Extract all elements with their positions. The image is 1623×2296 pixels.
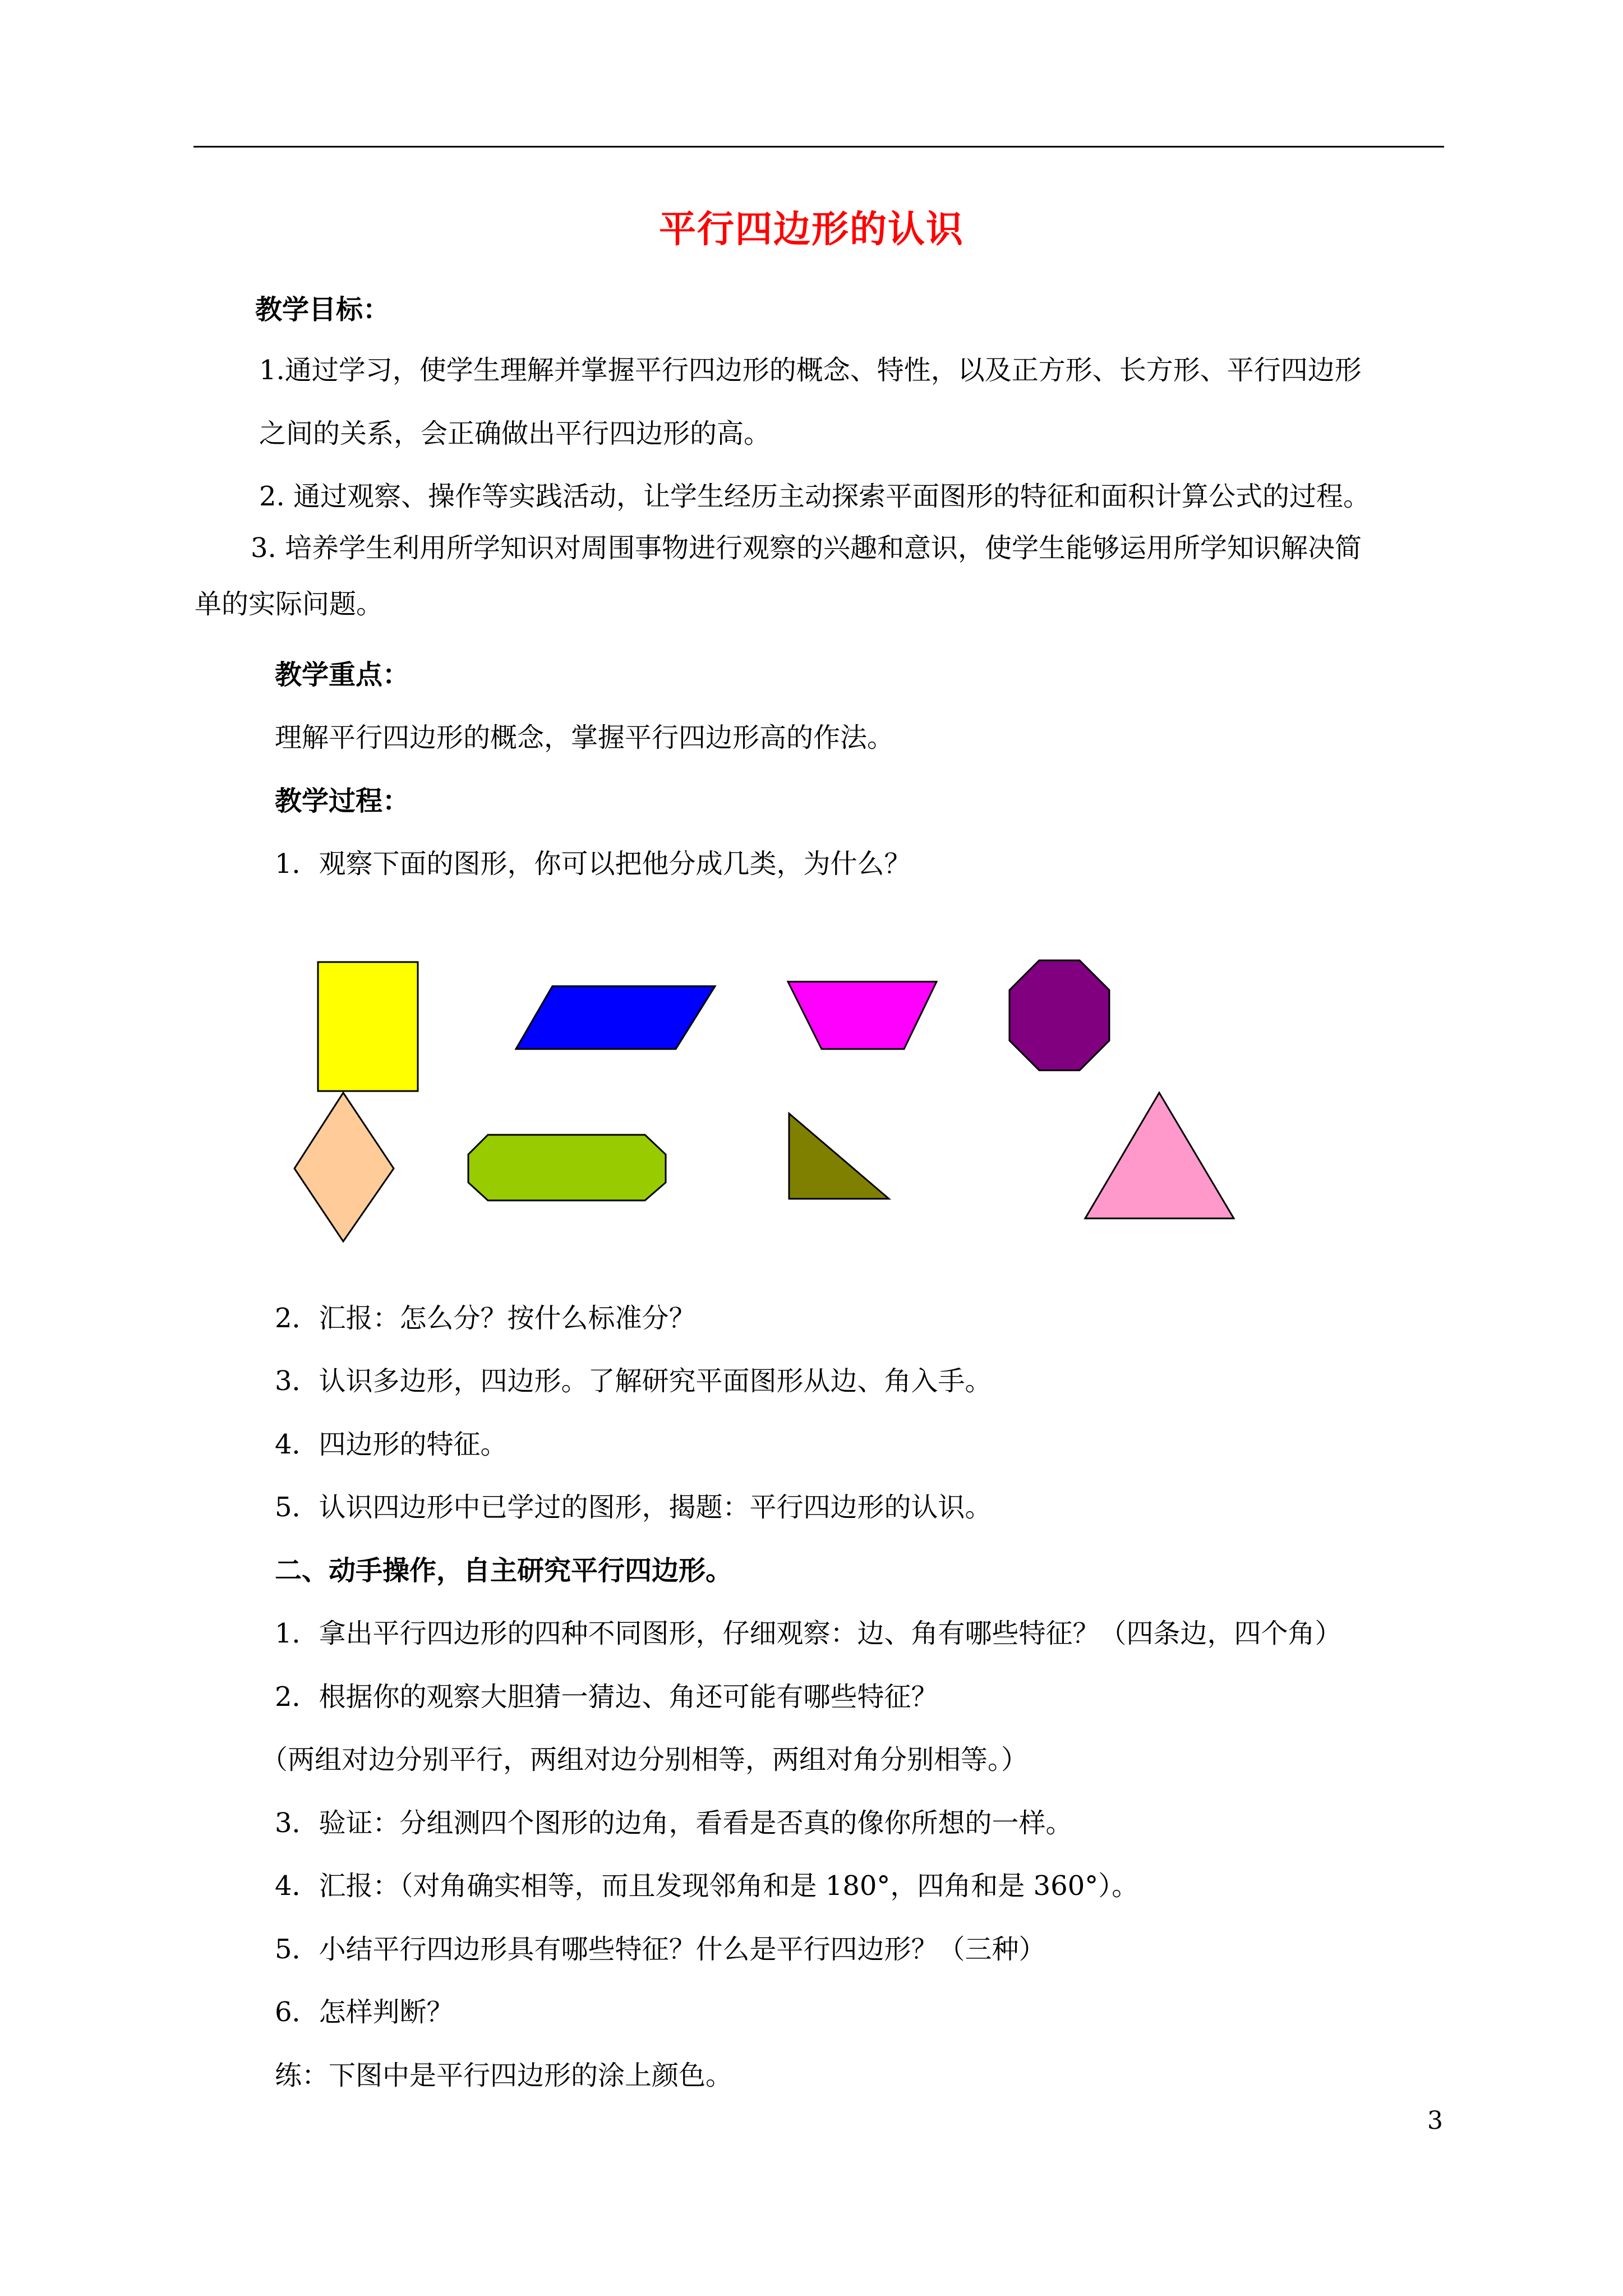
- process-step-1: 1．观察下面的图形，你可以把他分成几类，为什么？: [275, 848, 911, 880]
- page-title: 平行四边形的认识: [659, 207, 964, 251]
- octagon-shape: [1009, 960, 1109, 1070]
- trapezoid-shape: [788, 982, 937, 1049]
- elongated-octagon-shape: [468, 1135, 666, 1200]
- objective-1-line-2: 之间的关系，会正确做出平行四边形的高。: [259, 418, 771, 449]
- section-2-item-6: 6．怎样判断？: [275, 1996, 454, 2028]
- objective-2: 2. 通过观察、操作等实践活动，让学生经历主动探索平面图形的特征和面积计算公式的过程。: [259, 481, 1371, 512]
- process-step-2: 2．汇报：怎么分？按什么标准分？: [275, 1303, 696, 1334]
- section-2-item-3: 3．验证：分组测四个图形的边角，看看是否真的像你所想的一样。: [275, 1807, 1073, 1839]
- rhombus-shape: [294, 1093, 394, 1241]
- key-points-heading: 教学重点：: [275, 659, 410, 691]
- process-heading: 教学过程：: [275, 785, 410, 817]
- section-2-item-1: 1．拿出平行四边形的四种不同图形，仔细观察：边、角有哪些特征？（四条边，四个角）: [275, 1618, 1342, 1649]
- objectives-heading: 教学目标：: [255, 294, 390, 325]
- objective-3-line-1: 3. 培养学生利用所学知识对周围事物进行观察的兴趣和意识，使学生能够运用所学知识解决简: [251, 532, 1362, 564]
- process-step-3: 3．认识多边形，四边形。了解研究平面图形从边、角入手。: [275, 1365, 992, 1397]
- page-number: 3: [1427, 2106, 1443, 2135]
- parallelogram-shape: [516, 986, 715, 1049]
- key-points-text: 理解平行四边形的概念，掌握平行四边形高的作法。: [275, 722, 895, 753]
- process-step-4: 4．四边形的特征。: [275, 1429, 508, 1460]
- triangle-shape: [1085, 1093, 1234, 1218]
- rectangle-shape: [318, 962, 418, 1091]
- section-2-item-2-note: （两组对边分别平行，两组对边分别相等，两组对角分别相等。）: [261, 1744, 1029, 1775]
- practice-text: 练：下图中是平行四边形的涂上颜色。: [275, 2060, 733, 2091]
- process-step-5: 5．认识四边形中已学过的图形，揭题：平行四边形的认识。: [275, 1492, 992, 1523]
- objective-1-line-1: 1.通过学习，使学生理解并掌握平行四边形的概念、特性，以及正方形、长方形、平行四边形: [259, 355, 1362, 386]
- section-2-item-5: 5．小结平行四边形具有哪些特征？什么是平行四边形？（三种）: [275, 1934, 1046, 1965]
- right-triangle-shape: [789, 1114, 889, 1199]
- objective-3-line-2: 单的实际问题。: [195, 588, 384, 620]
- section-2-item-2: 2．根据你的观察大胆猜一猜边、角还可能有哪些特征？: [275, 1681, 938, 1713]
- section-2-item-4: 4．汇报：（对角确实相等，而且发现邻角和是 180°，四角和是 360°）。: [275, 1870, 1139, 1902]
- section-2-heading: 二、动手操作，自主研究平行四边形。: [275, 1555, 733, 1586]
